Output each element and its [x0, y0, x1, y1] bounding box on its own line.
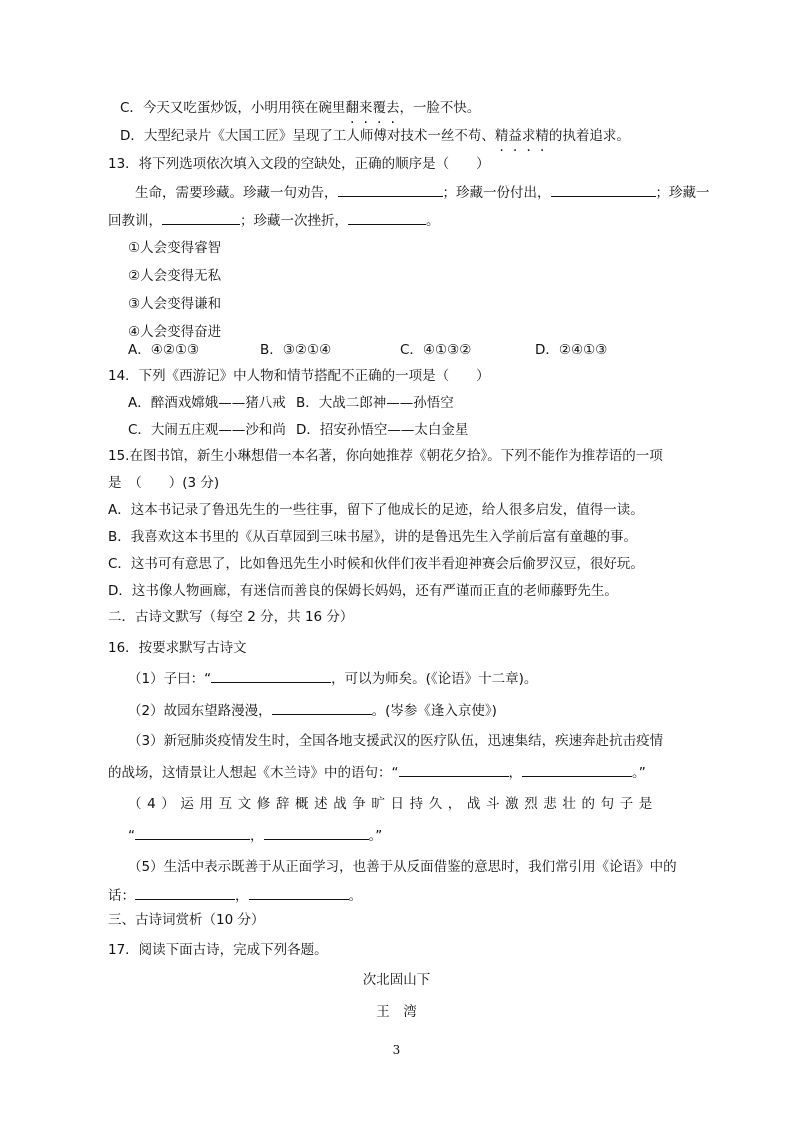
q16-item-4-line1: （4）运用互文修辞概述战争旷日持久，战斗激烈悲壮的句子是 — [128, 796, 658, 812]
q12-d-dotted-char: 益 — [508, 128, 522, 144]
q12-d-dotted-char: 求 — [521, 128, 536, 144]
q12-c-pre: C．今天又吃蛋炒饭，小明用筷在碗里 — [120, 100, 346, 116]
q15-option-a: A．这本书记录了鲁迅先生的一些往事，留下了他成长的足迹，给人很多启发，值得一读。 — [108, 502, 644, 518]
q12-d-pre: D．大型纪录片《大国工匠》呈现了工人师傅对技术一丝不苟、 — [120, 128, 495, 144]
q16-text: ， — [508, 765, 522, 781]
q15-option-b: B．我喜欢这本书里的《从百草园到三味书屋》，讲的是鲁迅先生入学前后富有童趣的事。 — [108, 529, 638, 545]
q13-option-d: D．②④①③ — [535, 342, 608, 358]
q15-stem-line2: 是 （ ）(3 分) — [108, 475, 220, 491]
q16-text: ，可以为师矣。(《论语》十二章)。 — [331, 671, 538, 687]
q16-item-4-line2 — [128, 825, 382, 846]
q13-stem: 13．将下列选项依次填入文段的空缺处，正确的顺序是（ ） — [108, 156, 490, 172]
q16-text: 。(岑参《逢入京使》) — [371, 703, 497, 719]
q15-option-d: D．这书像人物画廊，有迷信而善良的保姆长妈妈，还有严谨而正直的老师藤野先生。 — [108, 583, 618, 599]
q16-blank-5a[interactable] — [135, 885, 235, 900]
q13-item: ②人会变得无私 — [128, 268, 222, 284]
q16-blank-4a[interactable] — [135, 825, 250, 840]
q16-text: 。” — [368, 828, 383, 844]
q12-c-post: ，一脸不快。 — [399, 100, 481, 116]
q16-blank-3a[interactable] — [399, 762, 509, 777]
q14-option-c: C．大闹五庄观——沙和尚 — [128, 422, 286, 438]
q12-c-dotted-char: 去 — [385, 100, 400, 116]
q13-item: ③人会变得谦和 — [128, 296, 222, 312]
q16-blank-2[interactable] — [272, 700, 372, 715]
q13-item: ①人会变得睿智 — [128, 240, 222, 256]
q12-d-dotted-char: 精 — [494, 128, 509, 144]
q13-blank-1[interactable] — [338, 182, 443, 197]
poem-author: 王 湾 — [376, 1004, 417, 1020]
q13-option-a: A．④②①③ — [128, 342, 200, 358]
poem-title: 次北固山下 — [362, 972, 431, 988]
q16-item-5-line1: （5）生活中表示既善于从正面学习，也善于从反面借鉴的意思时，我们常引用《论语》中的 — [128, 859, 677, 875]
q12-d-dotted — [495, 128, 549, 144]
q13-blank-4[interactable] — [348, 210, 426, 225]
q13-text: ；珍藏一 — [655, 185, 710, 201]
q13-text: 回教训， — [108, 213, 162, 229]
q16-text: 。 — [348, 888, 362, 904]
q12-d-post: 的执着追求。 — [548, 128, 630, 144]
q16-text: ， — [235, 888, 249, 904]
page-number: 3 — [392, 1043, 401, 1057]
q13-option-c: C．④①③② — [400, 342, 472, 358]
q12-c-dotted-char: 来 — [358, 100, 373, 116]
q12-c-dotted — [345, 100, 399, 116]
q16-text: （1）子曰：“ — [128, 671, 212, 687]
q13-blank-2[interactable] — [551, 182, 656, 197]
q16-item-3-line1: （3）新冠肺炎疫情发生时，全国各地支援武汉的医疗队伍，迅速集结，疾速奔赴抗击疫情 — [128, 733, 664, 749]
q13-option-b: B．③②①④ — [260, 342, 332, 358]
q16-item-5-line2 — [108, 885, 362, 906]
q16-stem: 16．按要求默写古诗文 — [108, 640, 247, 656]
q13-passage-line2 — [108, 210, 440, 231]
q12-c-dotted-char: 覆 — [372, 100, 386, 116]
q12-c-dotted-char: 翻 — [345, 100, 359, 116]
q14-option-d: D．招安孙悟空——太白金星 — [296, 422, 469, 438]
q12-option-c — [120, 98, 480, 118]
q13-blank-3[interactable] — [162, 210, 240, 225]
q16-text: 话： — [108, 888, 135, 904]
q13-text: 生命，需要珍藏。珍藏一句劝告， — [135, 185, 338, 201]
q12-d-dotted-char: 精 — [535, 128, 549, 144]
q13-text: ；珍藏一次挫折， — [240, 213, 348, 229]
q16-text: 的战场，这情景让人想起《木兰诗》中的语句：“ — [108, 765, 399, 781]
q16-item-1 — [128, 668, 537, 689]
q13-text: 。 — [426, 213, 440, 229]
q13-text: ；珍藏一份付出， — [442, 185, 551, 201]
q16-text: 。” — [632, 765, 646, 781]
section-heading-2: 二．古诗文默写（每空 2 分，共 16 分） — [108, 609, 354, 625]
q16-text: “ — [128, 828, 135, 844]
q16-item-2 — [128, 700, 497, 721]
q16-blank-1[interactable] — [211, 668, 331, 683]
q15-option-c: C．这书可有意思了，比如鲁迅先生小时候和伙伴们夜半看迎神赛会后偷罗汉豆，很好玩。 — [108, 556, 644, 572]
q14-stem: 14．下列《西游记》中人物和情节搭配不正确的一项是（ ） — [108, 368, 490, 384]
q16-blank-4b[interactable] — [264, 825, 369, 840]
q16-item-3-line2 — [108, 762, 646, 783]
q15-stem-line1: 15.在图书馆，新生小琳想借一本名著，你向她推荐《朝花夕拾》。下列不能作为推荐语的一项 — [108, 448, 663, 464]
q14-option-b: B．大战二郎神——孙悟空 — [296, 395, 454, 411]
q16-text: （2）故园东望路漫漫， — [128, 703, 272, 719]
q16-blank-5b[interactable] — [249, 885, 349, 900]
q14-option-a: A．醉酒戏嫦娥——猪八戒 — [128, 395, 286, 411]
section-heading-3: 三、古诗词赏析（10 分） — [108, 912, 265, 928]
q13-passage-line1 — [135, 182, 710, 203]
q17-stem: 17．阅读下面古诗，完成下列各题。 — [108, 942, 328, 958]
q13-item: ④人会变得奋进 — [128, 324, 222, 340]
q16-blank-3b[interactable] — [522, 762, 632, 777]
q12-option-d — [120, 126, 630, 146]
q16-text: ， — [250, 828, 264, 844]
